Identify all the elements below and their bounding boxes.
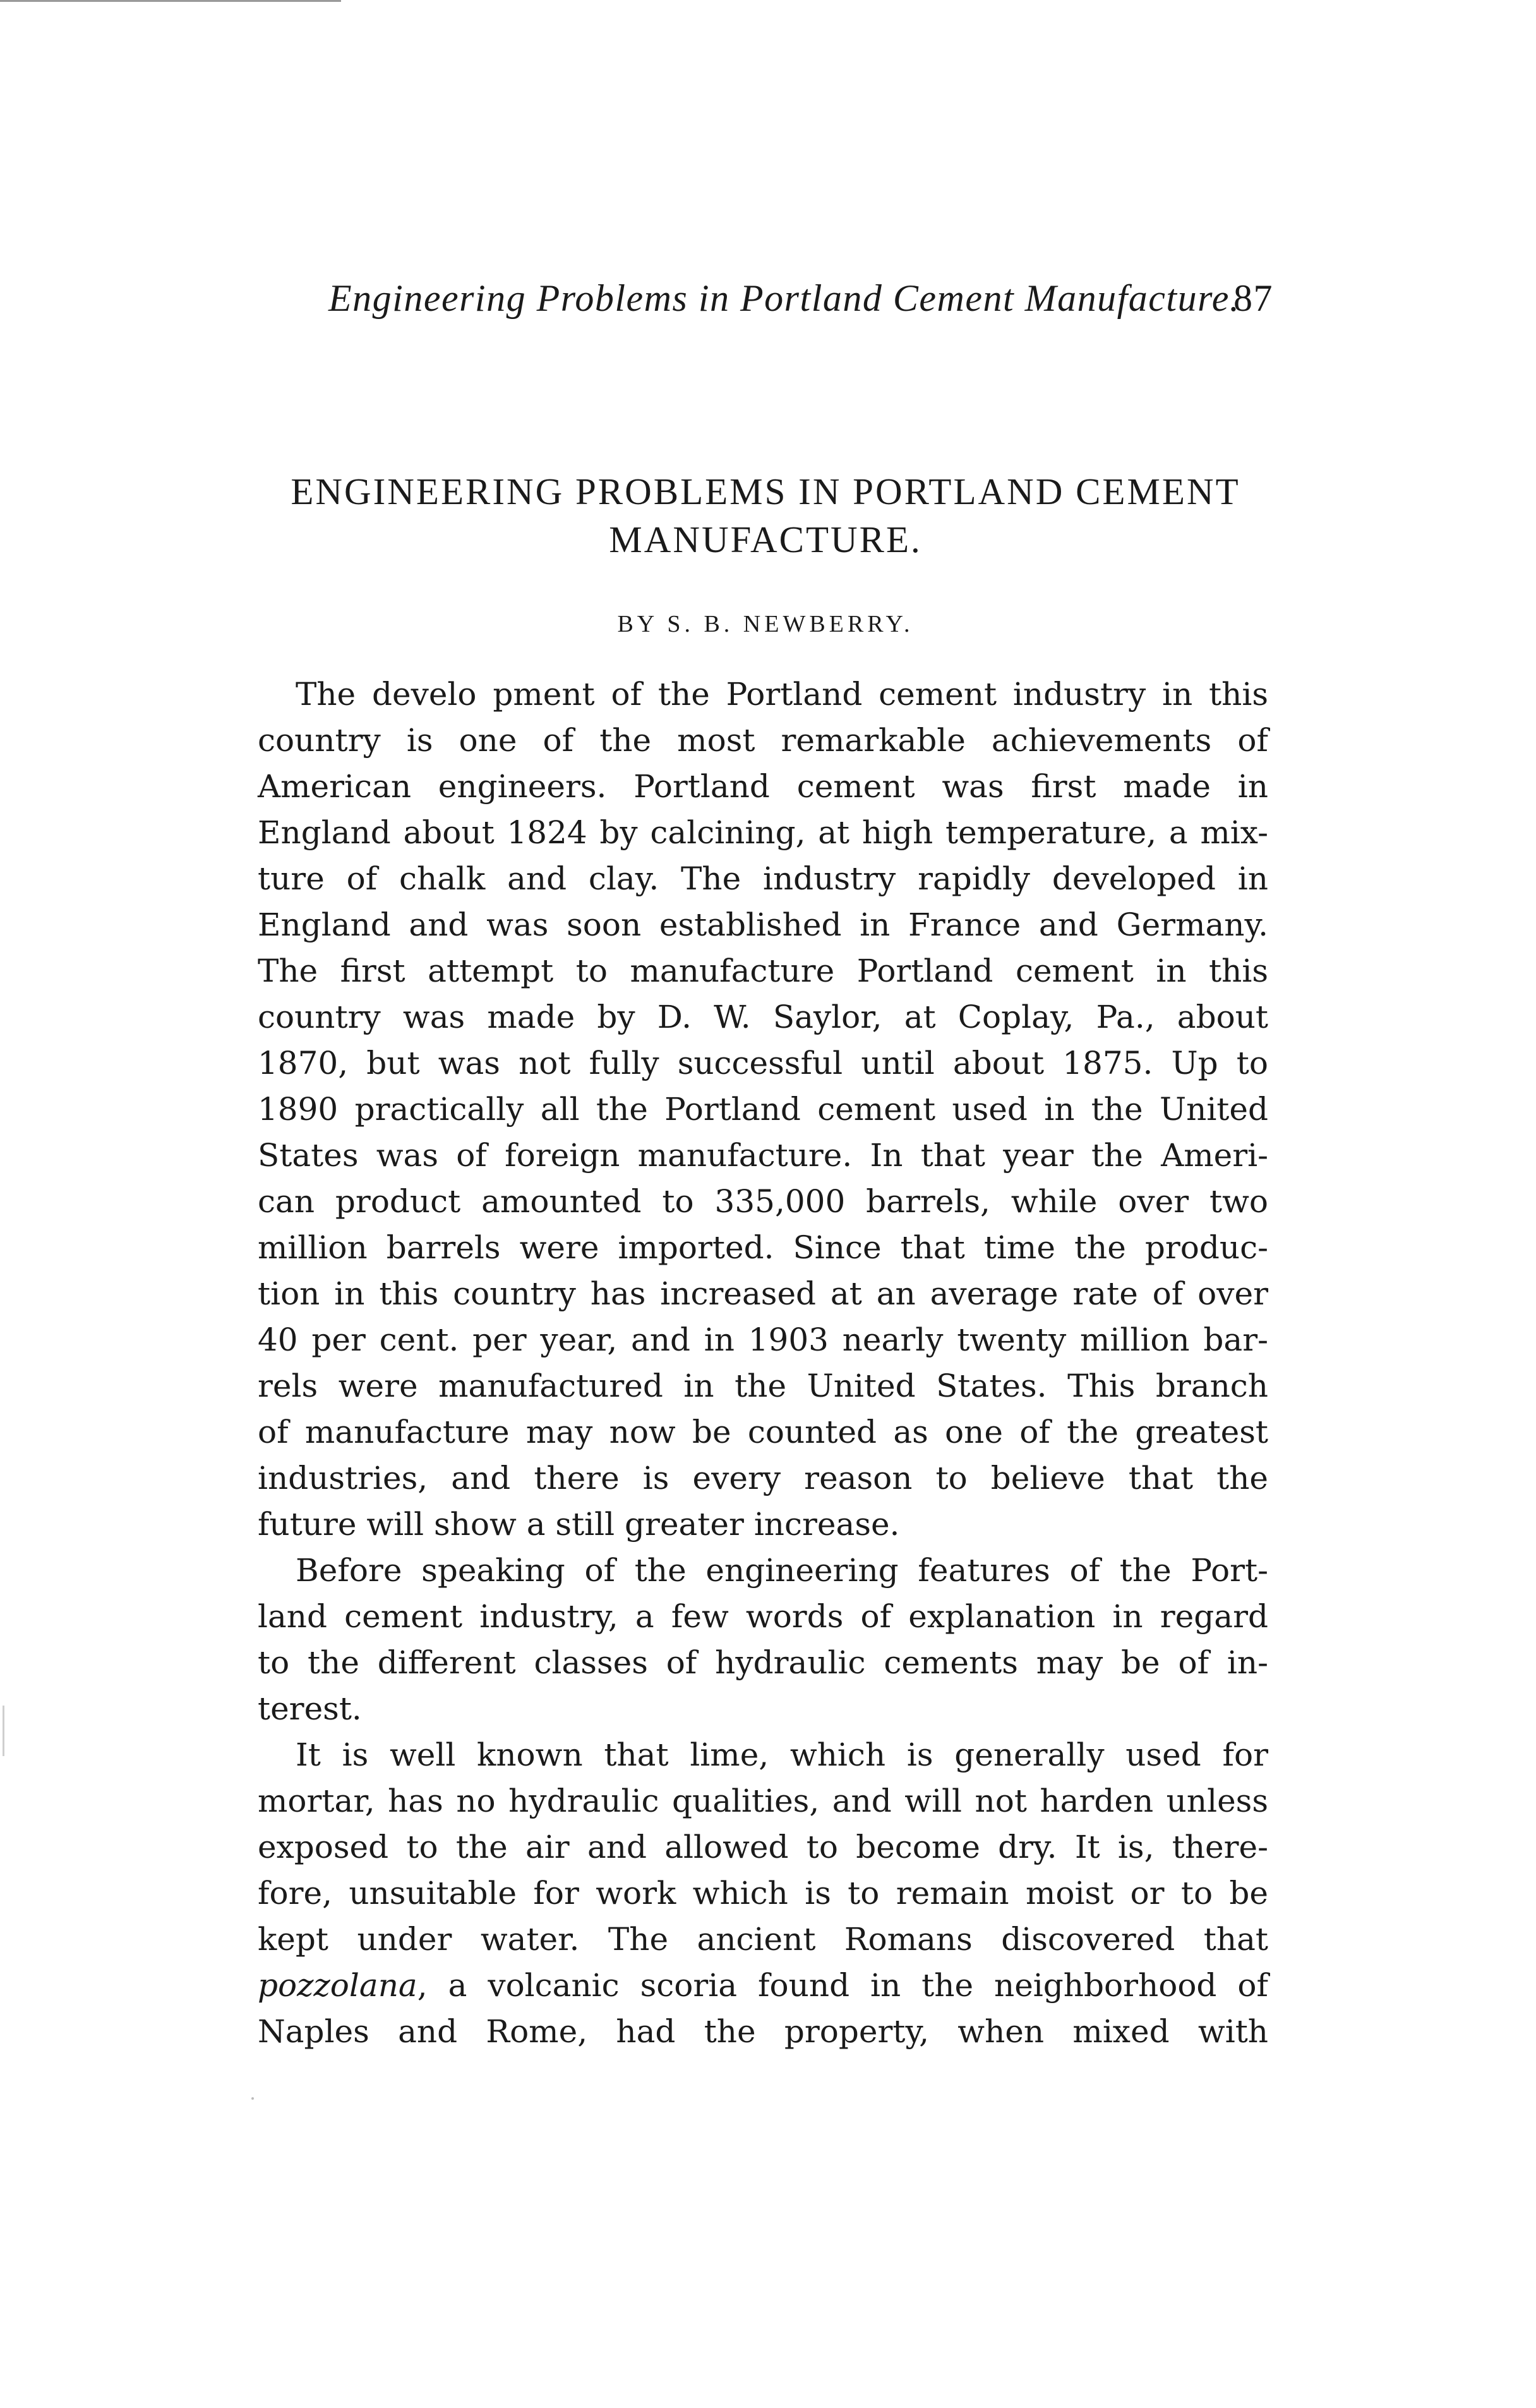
text-line: ture of chalk and clay. The industry rapidly developed in [258, 860, 1268, 897]
text-line: of manufacture may now be counted as one of the greatest [258, 1414, 1268, 1450]
text-line: million barrels were imported. Since that time the produc- [258, 1229, 1268, 1266]
text-line: industries, and there is every reason to believe that the [258, 1460, 1268, 1496]
text-line: country is one of the most remarkable achievements of [258, 722, 1268, 759]
text-line: mortar, has no hydraulic qualities, and will not harden unless [258, 1783, 1268, 1819]
text-line-rest: , a volcanic scoria found in the neighborhood of [417, 1967, 1268, 2004]
text-line: American engineers. Portland cement was first made in [258, 768, 1268, 805]
running-title: Engineering Problems in Portland Cement Manufacture. [328, 277, 1240, 319]
text-line-with-italic [258, 1963, 1268, 2009]
text-line: to the different classes of hydraulic cements may be of in- [258, 1644, 1268, 1681]
scan-dot [251, 2097, 254, 2100]
text-line: 1870, but was not fully successful until about 1875. Up to [258, 1045, 1268, 1081]
article-body [258, 671, 1268, 2055]
text-line: The first attempt to manufacture Portland cement in this [258, 953, 1268, 989]
top-rule [0, 0, 341, 2]
text-line: States was of foreign manufacture. In that year the Ameri- [258, 1137, 1268, 1174]
text-line: England about 1824 by calcining, at high temperature, a mix- [258, 814, 1268, 851]
text-line: tion in this country has increased at an average rate of over [258, 1275, 1268, 1312]
text-line: rels were manufactured in the United States. This branch [258, 1368, 1268, 1404]
text-line: land cement industry, a few words of explanation in regard [258, 1598, 1268, 1635]
scan-speck [3, 1706, 4, 1756]
page-number: 87 [1233, 277, 1273, 319]
text-line: fore, unsuitable for work which is to remain moist or to be [258, 1875, 1268, 1911]
title-line-2: MANUFACTURE. [609, 519, 922, 560]
article-title [250, 467, 1281, 563]
italic-term-pozzolana: pozzolana [258, 1967, 417, 2004]
text-line: exposed to the air and allowed to become dry. It is, there- [258, 1829, 1268, 1865]
text-line: England and was soon established in France and Germany. [258, 906, 1268, 943]
running-head [328, 273, 1273, 323]
byline: BY S. B. NEWBERRY. [617, 611, 914, 637]
text-line: 40 per cent. per year, and in 1903 nearly twenty million bar- [258, 1321, 1268, 1358]
text-line: country was made by D. W. Saylor, at Coplay, Pa., about [258, 999, 1268, 1035]
text-line: It is well known that lime, which is generally used for [296, 1737, 1268, 1773]
text-line: future will show a still greater increase. [258, 1506, 900, 1543]
title-line-1: ENGINEERING PROBLEMS IN PORTLAND CEMENT [291, 471, 1240, 512]
text-line: Before speaking of the engineering features of the Port- [296, 1552, 1268, 1589]
text-line: kept under water. The ancient Romans discovered that [258, 1921, 1268, 1958]
text-line: Naples and Rome, had the property, when mixed with [258, 2013, 1268, 2050]
text-line: The develo pment of the Portland cement industry in this [296, 676, 1268, 713]
text-line: terest. [258, 1690, 362, 1727]
text-line: 1890 practically all the Portland cement used in the United [258, 1091, 1268, 1128]
text-line: can product amounted to 335,000 barrels, while over two [258, 1183, 1268, 1220]
